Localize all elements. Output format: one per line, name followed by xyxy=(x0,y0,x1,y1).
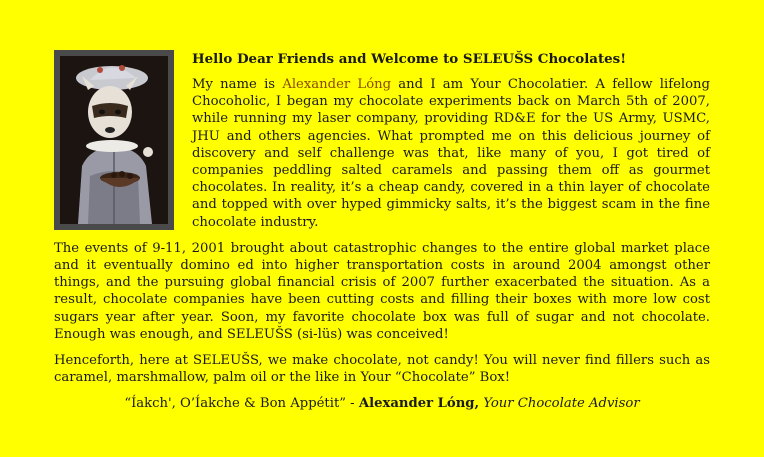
signoff-quote: “Íakch', O’Íakche & Bon Appétit” - xyxy=(124,396,359,412)
chocolatier-name: Alexander Lóng xyxy=(282,77,392,92)
promise-paragraph: Henceforth, here at SELEUŠS, we make chocolate, not candy! You will never find fillers such as caramel, marshmallow, palm oil or the like in Your “Chocolate” Box! xyxy=(54,353,710,386)
history-paragraph: The events of 9-11, 2001 brought about catastrophic changes to the entire global market place and it eventually domino ed into higher transportation costs in around 2004 amongst other things, and the pursuing global financial crisis of 2007 further exacerbated the situation. As a result, chocolate companies have been cutting costs and filling their boxes with more low cost sugars year after year. Soon, my favorite chocolate box was full of sugar and not chocolate. Enough was enough, and SELEUŠS (si-lüs) was conceived! xyxy=(54,240,710,342)
page-title: Hello Dear Friends and Welcome to SELEUŠS Chocolates! xyxy=(192,51,627,67)
portrait-spacer xyxy=(54,50,174,230)
signoff-role: Your Chocolate Advisor xyxy=(479,396,640,412)
intro-post: and I am Your Chocolatier. A fellow lifelong Chocoholic, I began my chocolate experiments back on March 5th of 2007, while running my laser company, providing RD&E for the US Army, USMC, JHU and others agencies. What prompted me on this delicious journey of discovery and self challenge was that, like many of you, I got tired of companies peddling salted caramels and passing them off as gourmet chocolates. In reality, it’s a cheap candy, covered in a thin layer of chocolate and topped with over hyped gimmicky salts, it’s the biggest scam in the fine chocolate industry. xyxy=(192,77,710,230)
letter-content xyxy=(54,50,710,413)
intro-pre: My name is xyxy=(192,77,283,92)
signoff-name: Alexander Lóng, xyxy=(358,396,480,412)
signoff xyxy=(54,395,710,412)
